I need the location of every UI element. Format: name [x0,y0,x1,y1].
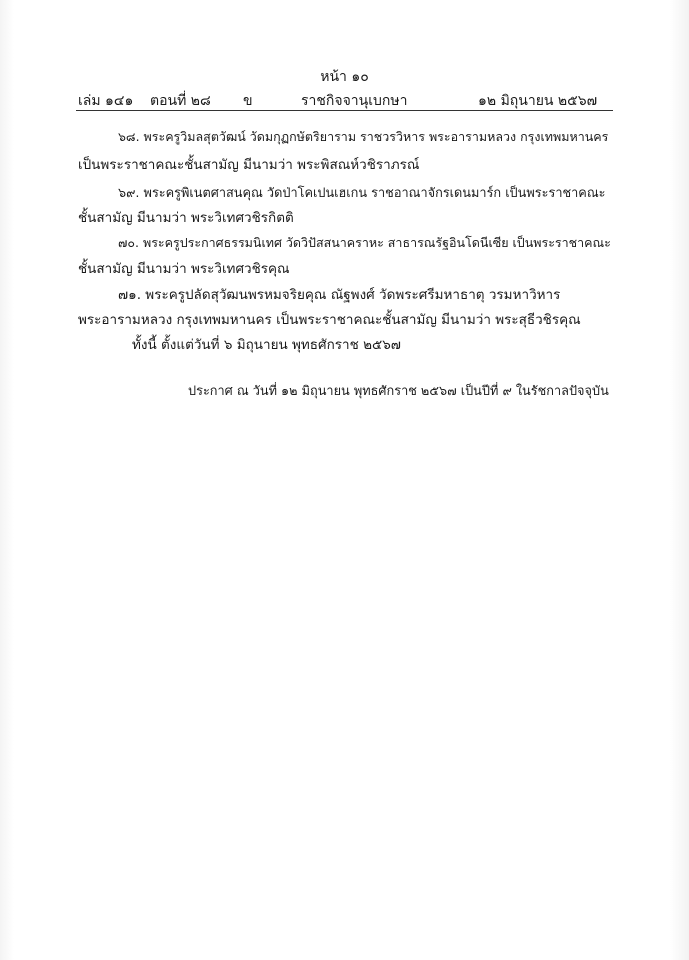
entry-69-line-2: ชั้นสามัญ มีนามว่า พระวิเทศวชิรกิตติ [78,210,294,226]
entry-71-line-1: ๗๑. พระครูปลัดสุวัฒนพรหมจริยคุณ ณัฐพงศ์ วัดพระศรีมหาธาตุ วรมหาวิหาร [118,287,561,303]
entry-68-line-2: เป็นพระราชาคณะชั้นสามัญ มีนามว่า พระพิสณห์วชิราภรณ์ [78,157,420,173]
effective-date-line: ทั้งนี้ ตั้งแต่วันที่ ๖ มิถุนายน พุทธศักราช ๒๕๖๗ [132,337,401,353]
entry-69-line-1: ๖๙. พระครูพิเนตศาสนคุณ วัดป่าโคเปนเฮเกน ราชอาณาจักรเดนมาร์ก เป็นพระราชาคณะ [118,186,606,201]
publication-date: ๑๒ มิถุนายน ๒๕๖๗ [478,93,598,109]
entry-71-line-2: พระอารามหลวง กรุงเทพมหานคร เป็นพระราชาคณะชั้นสามัญ มีนามว่า พระสุธีวชิรคุณ [78,312,581,328]
entry-70-line-1: ๗๐. พระครูประกาศธรรมนิเทศ วัดวิปัสสนาคราหะ สาธารณรัฐอินโดนีเซีย เป็นพระราชาคณะ [118,235,611,250]
header-divider [76,110,613,111]
gazette-name: ราชกิจจานุเบกษา [301,93,408,109]
part-letter: ข [243,93,253,109]
section-number: ตอนที่ ๒๘ [150,93,211,109]
page-number: หน้า ๑๐ [320,69,369,85]
proclamation-line: ประกาศ ณ วันที่ ๑๒ มิถุนายน พุทธศักราช ๒๕๖๗ เป็นปีที่ ๙ ในรัชกาลปัจจุบัน [188,384,609,399]
entry-68-line-1: ๖๘. พระครูวิมลสุตวัฒน์ วัดมกุฏกษัตริยาราม ราชวรวิหาร พระอารามหลวง กรุงเทพมหานคร [118,129,609,144]
volume-number: เล่ม ๑๔๑ [78,93,134,109]
entry-70-line-2: ชั้นสามัญ มีนามว่า พระวิเทศวชิรคุณ [78,261,290,277]
